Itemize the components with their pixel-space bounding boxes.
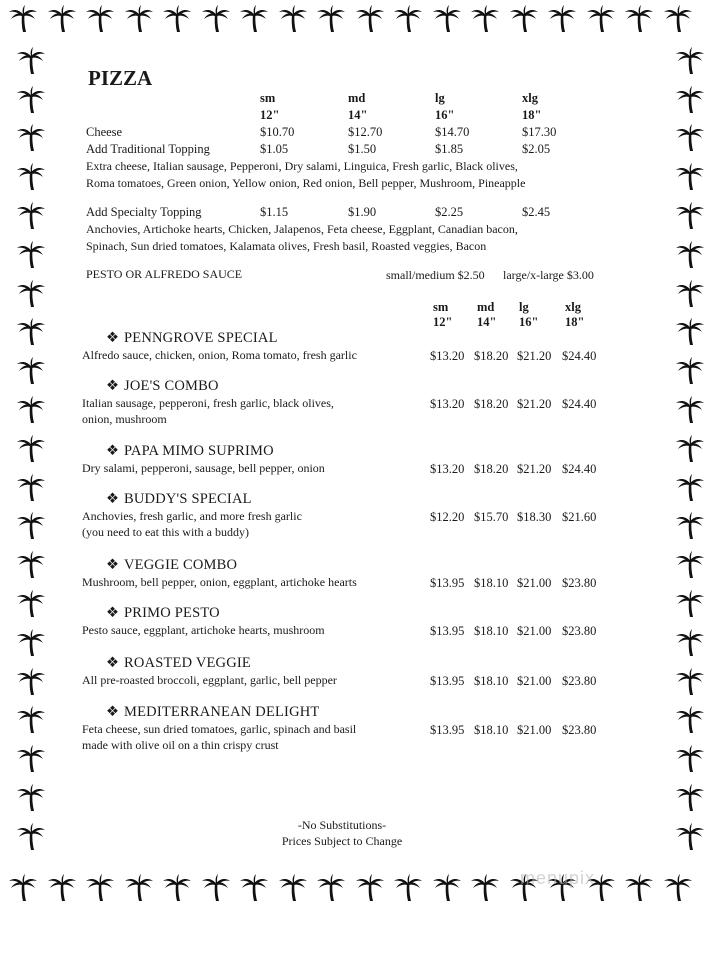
palm-tree-icon — [675, 200, 705, 230]
special-name: JOE'S COMBO — [124, 378, 219, 394]
palm-tree-icon — [16, 355, 46, 385]
topping-list: Spinach, Sun dried tomatoes, Kalamata olives, Fresh basil, Roasted veggies, Bacon — [86, 239, 487, 253]
price: $1.50 — [348, 142, 377, 156]
palm-tree-icon — [162, 872, 192, 902]
palm-tree-icon — [16, 394, 46, 424]
palm-tree-icon — [675, 161, 705, 191]
palm-tree-icon — [675, 394, 705, 424]
special-name: PRIMO PESTO — [124, 605, 220, 621]
special-price: $21.20 — [517, 397, 552, 411]
special-description: Feta cheese, sun dried tomatoes, garlic, spinach and basil — [82, 722, 357, 736]
special-description: onion, mushroom — [82, 412, 167, 426]
special-price: $23.80 — [562, 624, 597, 638]
palm-tree-icon — [16, 316, 46, 346]
special-price: $21.20 — [517, 349, 552, 363]
special-description: Anchovies, fresh garlic, and more fresh garlic — [82, 509, 302, 523]
palm-tree-icon — [16, 84, 46, 114]
palm-tree-icon — [16, 782, 46, 812]
palm-tree-icon — [470, 3, 500, 33]
special-price: $21.60 — [562, 510, 597, 524]
price: $2.25 — [435, 205, 464, 219]
palm-tree-icon — [124, 872, 154, 902]
special-description: (you need to eat this with a buddy) — [82, 525, 249, 539]
palm-tree-icon — [547, 3, 577, 33]
palm-tree-icon — [675, 122, 705, 152]
sauce-price-small: small/medium $2.50 — [386, 268, 485, 282]
footer-no-substitutions: -No Substitutions- — [297, 818, 387, 832]
size-inches: 18" — [522, 108, 542, 122]
special-description: Italian sausage, pepperoni, fresh garlic, black olives, — [82, 396, 334, 410]
palm-tree-icon — [162, 3, 192, 33]
size-label: sm — [433, 300, 449, 314]
special-price: $13.20 — [430, 462, 465, 476]
special-price: $13.95 — [430, 624, 465, 638]
special-price: $21.00 — [517, 624, 552, 638]
palm-tree-icon — [675, 549, 705, 579]
price: $1.85 — [435, 142, 464, 156]
palm-tree-icon — [8, 872, 38, 902]
special-price: $18.10 — [474, 674, 509, 688]
watermark: menupix — [520, 868, 596, 888]
palm-tree-icon — [124, 3, 154, 33]
palm-tree-icon — [16, 666, 46, 696]
palm-tree-icon — [16, 743, 46, 773]
special-price: $21.00 — [517, 576, 552, 590]
palm-tree-icon — [675, 433, 705, 463]
special-bullet-icon: ❖ — [106, 443, 120, 459]
topping-list: Extra cheese, Italian sausage, Pepperoni, Dry salami, Linguica, Fresh garlic, Black olives, — [86, 159, 518, 173]
special-bullet-icon: ❖ — [106, 704, 120, 720]
special-price: $18.10 — [474, 576, 509, 590]
size-inches: 14" — [348, 108, 368, 122]
row-label: Add Specialty Topping — [86, 205, 202, 219]
palm-tree-icon — [624, 3, 654, 33]
special-name: BUDDY'S SPECIAL — [124, 491, 252, 507]
special-description: Mushroom, bell pepper, onion, eggplant, artichoke hearts — [82, 575, 357, 589]
price: $1.90 — [348, 205, 377, 219]
special-price: $18.20 — [474, 349, 509, 363]
special-bullet-icon: ❖ — [106, 330, 120, 346]
special-price: $18.10 — [474, 723, 509, 737]
special-price: $23.80 — [562, 723, 597, 737]
palm-tree-icon — [675, 278, 705, 308]
palm-tree-icon — [675, 316, 705, 346]
row-label: Cheese — [86, 125, 123, 139]
price: $10.70 — [260, 125, 295, 139]
palm-tree-icon — [16, 278, 46, 308]
special-bullet-icon: ❖ — [106, 655, 120, 671]
price: $2.05 — [522, 142, 551, 156]
palm-tree-icon — [675, 472, 705, 502]
special-description: Dry salami, pepperoni, sausage, bell pepper, onion — [82, 461, 325, 475]
special-price: $13.20 — [430, 397, 465, 411]
special-price: $18.10 — [474, 624, 509, 638]
special-price: $13.20 — [430, 349, 465, 363]
palm-tree-icon — [624, 872, 654, 902]
price: $1.15 — [260, 205, 289, 219]
palm-tree-icon — [8, 3, 38, 33]
palm-tree-icon — [278, 3, 308, 33]
palm-tree-icon — [16, 122, 46, 152]
palm-tree-icon — [509, 3, 539, 33]
price: $12.70 — [348, 125, 383, 139]
special-description: Pesto sauce, eggplant, artichoke hearts, mushroom — [82, 623, 325, 637]
special-price: $23.80 — [562, 576, 597, 590]
price: $17.30 — [522, 125, 557, 139]
row-label: Add Traditional Topping — [86, 142, 210, 156]
special-price: $13.95 — [430, 576, 465, 590]
special-description: All pre-roasted broccoli, eggplant, garlic, bell pepper — [82, 673, 337, 687]
palm-tree-icon — [16, 45, 46, 75]
palm-tree-icon — [16, 549, 46, 579]
topping-list: Roma tomatoes, Green onion, Yellow onion, Red onion, Bell pepper, Mushroom, Pineapple — [86, 176, 526, 190]
special-price: $21.00 — [517, 674, 552, 688]
palm-tree-icon — [316, 872, 346, 902]
palm-tree-icon — [47, 3, 77, 33]
palm-tree-icon — [675, 510, 705, 540]
palm-tree-icon — [355, 3, 385, 33]
sauce-price-large: large/x-large $3.00 — [503, 268, 594, 282]
special-name: MEDITERRANEAN DELIGHT — [124, 704, 320, 720]
palm-tree-icon — [201, 3, 231, 33]
special-description: Alfredo sauce, chicken, onion, Roma tomato, fresh garlic — [82, 348, 357, 362]
palm-tree-icon — [675, 627, 705, 657]
special-price: $12.20 — [430, 510, 465, 524]
size-label: xlg — [522, 91, 538, 105]
palm-tree-icon — [355, 872, 385, 902]
special-name: ROASTED VEGGIE — [124, 655, 251, 671]
price: $14.70 — [435, 125, 470, 139]
special-price: $18.20 — [474, 462, 509, 476]
size-inches: 12" — [260, 108, 280, 122]
palm-tree-icon — [16, 472, 46, 502]
size-label: sm — [260, 91, 276, 105]
palm-tree-icon — [85, 872, 115, 902]
special-bullet-icon: ❖ — [106, 491, 120, 507]
special-price: $21.00 — [517, 723, 552, 737]
palm-tree-icon — [675, 84, 705, 114]
sauce-label: PESTO OR ALFREDO SAUCE — [86, 267, 243, 281]
palm-tree-icon — [85, 3, 115, 33]
special-name: PENNGROVE SPECIAL — [124, 330, 278, 346]
size-label: xlg — [565, 300, 581, 314]
size-inches: 12" — [433, 315, 453, 329]
special-price: $18.30 — [517, 510, 552, 524]
special-price: $15.70 — [474, 510, 509, 524]
size-inches: 14" — [477, 315, 497, 329]
palm-tree-icon — [201, 872, 231, 902]
topping-list: Anchovies, Artichoke hearts, Chicken, Jalapenos, Feta cheese, Eggplant, Canadian bacon, — [86, 222, 518, 236]
size-inches: 16" — [519, 315, 539, 329]
palm-tree-icon — [470, 872, 500, 902]
palm-tree-icon — [16, 161, 46, 191]
special-bullet-icon: ❖ — [106, 378, 120, 394]
palm-tree-icon — [16, 704, 46, 734]
footer-prices-change: Prices Subject to Change — [281, 834, 403, 848]
size-label: lg — [435, 91, 445, 105]
palm-tree-icon — [663, 872, 693, 902]
palm-tree-icon — [663, 3, 693, 33]
special-price: $24.40 — [562, 462, 597, 476]
special-name: VEGGIE COMBO — [124, 557, 238, 573]
palm-tree-icon — [16, 588, 46, 618]
special-price: $24.40 — [562, 349, 597, 363]
palm-tree-icon — [16, 239, 46, 269]
special-price: $13.95 — [430, 723, 465, 737]
section-title: PIZZA — [88, 66, 153, 90]
price: $2.45 — [522, 205, 551, 219]
size-label: md — [348, 91, 366, 105]
size-inches: 18" — [565, 315, 585, 329]
palm-tree-icon — [675, 588, 705, 618]
palm-tree-icon — [16, 627, 46, 657]
palm-tree-icon — [16, 510, 46, 540]
palm-tree-icon — [393, 872, 423, 902]
special-price: $24.40 — [562, 397, 597, 411]
palm-tree-icon — [586, 3, 616, 33]
palm-tree-icon — [675, 782, 705, 812]
price: $1.05 — [260, 142, 289, 156]
palm-tree-icon — [675, 666, 705, 696]
palm-tree-icon — [278, 872, 308, 902]
palm-tree-icon — [675, 704, 705, 734]
special-price: $18.20 — [474, 397, 509, 411]
palm-tree-icon — [393, 3, 423, 33]
special-price: $23.80 — [562, 674, 597, 688]
palm-tree-icon — [239, 872, 269, 902]
special-price: $21.20 — [517, 462, 552, 476]
special-bullet-icon: ❖ — [106, 557, 120, 573]
size-label: lg — [519, 300, 529, 314]
special-bullet-icon: ❖ — [106, 605, 120, 621]
palm-tree-icon — [316, 3, 346, 33]
palm-tree-icon — [16, 433, 46, 463]
special-description: made with olive oil on a thin crispy crust — [82, 738, 279, 752]
palm-tree-icon — [432, 872, 462, 902]
palm-tree-icon — [675, 355, 705, 385]
special-price: $13.95 — [430, 674, 465, 688]
palm-tree-icon — [675, 239, 705, 269]
palm-tree-icon — [432, 3, 462, 33]
size-inches: 16" — [435, 108, 455, 122]
special-name: PAPA MIMO SUPRIMO — [124, 443, 274, 459]
palm-tree-icon — [675, 45, 705, 75]
palm-tree-icon — [16, 200, 46, 230]
palm-tree-icon — [675, 743, 705, 773]
palm-tree-icon — [239, 3, 269, 33]
palm-tree-icon — [47, 872, 77, 902]
size-label: md — [477, 300, 495, 314]
